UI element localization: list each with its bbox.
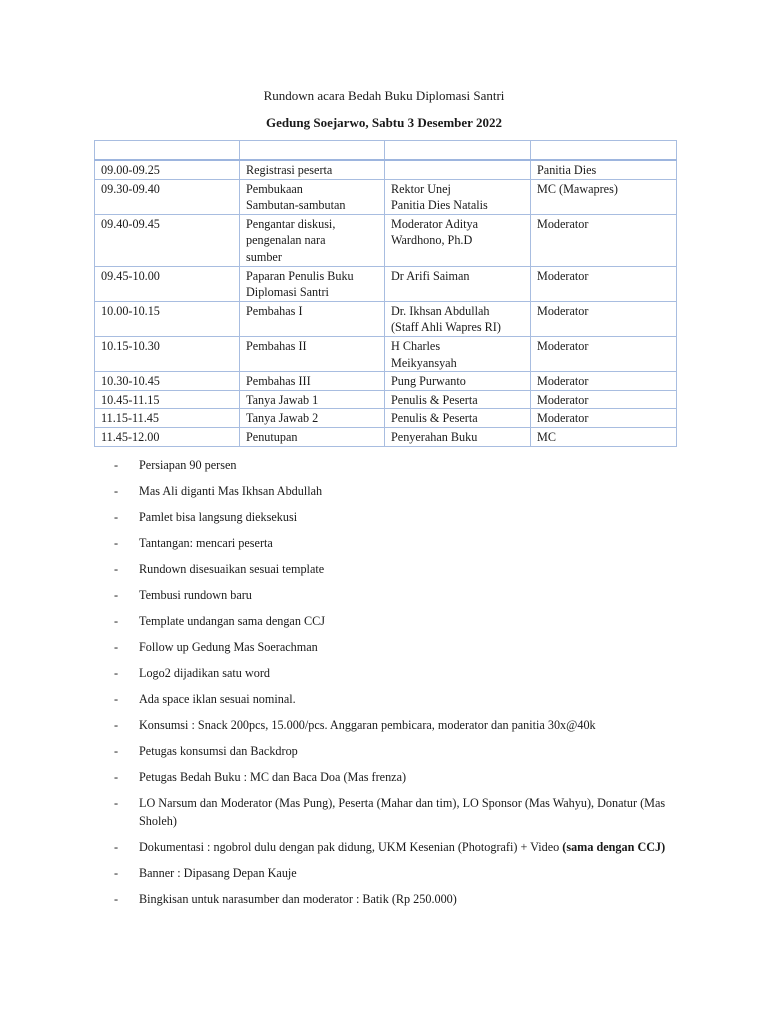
table-row: [95, 390, 677, 409]
note-text: Follow up Gedung Mas Soerachman: [139, 640, 318, 654]
time-cell: 09.30-09.40: [95, 179, 240, 214]
agenda-cell: Pembahas I: [240, 301, 385, 336]
pic-cell: Moderator: [531, 301, 677, 336]
note-text: Konsumsi : Snack 200pcs, 15.000/pcs. Anggaran pembicara, moderator dan panitia 30x@40k: [139, 718, 596, 732]
table-header-row: [95, 141, 677, 161]
list-item: [114, 891, 694, 909]
time-cell: 11.45-12.00: [95, 427, 240, 446]
list-item: [114, 457, 694, 475]
bullet-dash: -: [114, 891, 119, 906]
list-item: [114, 769, 694, 787]
bullet-dash: -: [114, 562, 119, 576]
list-item: [114, 717, 694, 735]
list-item: [114, 509, 694, 527]
list-item: [114, 639, 694, 657]
pic-cell: Moderator: [531, 409, 677, 428]
list-item: [114, 535, 694, 553]
speaker-cell: H Charles Meikyansyah: [385, 336, 531, 371]
speaker-cell: Moderator Aditya Wardhono, Ph.D: [385, 214, 531, 266]
list-item: [114, 665, 694, 683]
bullet-dash: -: [114, 458, 119, 472]
time-cell: 10.45-11.15: [95, 390, 240, 409]
bullet-dash: -: [114, 510, 119, 524]
speaker-cell: [385, 160, 531, 179]
bullet-dash: -: [114, 865, 119, 880]
note-text: Petugas Bedah Buku : MC dan Baca Doa (Mas frenza): [139, 770, 407, 784]
note-bold-text: (sama dengan CCJ): [562, 839, 666, 854]
note-text: Petugas konsumsi dan Backdrop: [139, 744, 298, 758]
list-item: [114, 795, 694, 830]
time-cell: 10.30-10.45: [95, 372, 240, 391]
time-cell: 11.15-11.45: [95, 409, 240, 428]
speaker-cell: Pung Purwanto: [385, 372, 531, 391]
table-row: [95, 214, 677, 266]
note-text: LO Narsum dan Moderator (Mas Pung), Peserta (Mahar dan tim), LO Sponsor (Mas Wahyu), Donatur (Mas Sholeh): [139, 796, 666, 828]
pic-cell: Moderator: [531, 214, 677, 266]
document-subtitle: Gedung Soejarwo, Sabtu 3 Desember 2022: [266, 115, 502, 130]
bullet-dash: -: [114, 692, 119, 706]
agenda-cell: Pengantar diskusi, pengenalan nara sumber: [240, 214, 385, 266]
note-text: Tembusi rundown baru: [139, 588, 252, 602]
time-cell: 09.00-09.25: [95, 160, 240, 179]
pic-cell: Moderator: [531, 336, 677, 371]
bullet-dash: -: [114, 484, 119, 498]
table-row: [95, 336, 677, 371]
agenda-cell: Pembahas II: [240, 336, 385, 371]
bullet-dash: -: [114, 796, 119, 810]
agenda-cell: Pembahas III: [240, 372, 385, 391]
time-cell: 10.00-10.15: [95, 301, 240, 336]
agenda-cell: Tanya Jawab 1: [240, 390, 385, 409]
table-row: [95, 266, 677, 301]
pic-cell: MC: [531, 427, 677, 446]
pic-cell: Moderator: [531, 266, 677, 301]
note-text: Mas Ali diganti Mas Ikhsan Abdullah: [139, 484, 323, 498]
note-text: Pamlet bisa langsung dieksekusi: [139, 510, 298, 524]
header-cell: [240, 141, 385, 161]
list-item: [114, 587, 694, 605]
speaker-cell: Dr. Ikhsan Abdullah (Staff Ahli Wapres RI): [385, 301, 531, 336]
time-cell: 09.45-10.00: [95, 266, 240, 301]
table-row: [95, 179, 677, 214]
pic-cell: Moderator: [531, 390, 677, 409]
header-cell: [95, 141, 240, 161]
list-item: [114, 691, 694, 709]
note-text: Tantangan: mencari peserta: [139, 536, 273, 550]
pic-cell: Panitia Dies: [531, 160, 677, 179]
table-row: [95, 372, 677, 391]
note-text: Logo2 dijadikan satu word: [139, 666, 270, 680]
pic-cell: Moderator: [531, 372, 677, 391]
list-item: [114, 839, 694, 857]
note-text: Ada space iklan sesuai nominal.: [139, 692, 296, 706]
list-item: [114, 743, 694, 761]
agenda-cell: Tanya Jawab 2: [240, 409, 385, 428]
list-item: [114, 865, 694, 883]
bullet-dash: -: [114, 666, 119, 680]
table-row: [95, 427, 677, 446]
note-text: Dokumentasi : ngobrol dulu dengan pak didung, UKM Kesenian (Photografi) + Video: [139, 839, 563, 854]
bullet-dash: -: [114, 744, 119, 758]
table-row: [95, 409, 677, 428]
bullet-dash: -: [114, 588, 119, 602]
bullet-dash: -: [114, 614, 119, 628]
agenda-cell: Pembukaan Sambutan-sambutan: [240, 179, 385, 214]
agenda-cell: Penutupan: [240, 427, 385, 446]
agenda-cell: Paparan Penulis Buku Diplomasi Santri: [240, 266, 385, 301]
pic-cell: MC (Mawapres): [531, 179, 677, 214]
bullet-dash: -: [114, 770, 119, 784]
note-text: Persiapan 90 persen: [139, 458, 237, 472]
rundown-table: [94, 140, 677, 447]
list-item: [114, 613, 694, 631]
note-text: Template undangan sama dengan CCJ: [139, 614, 325, 628]
note-text: Rundown disesuaikan sesuai template: [139, 562, 325, 576]
bullet-dash: -: [114, 640, 119, 654]
header-cell: [531, 141, 677, 161]
speaker-cell: Penyerahan Buku: [385, 427, 531, 446]
document-title: Rundown acara Bedah Buku Diplomasi Santri: [263, 88, 505, 103]
header-cell: [385, 141, 531, 161]
speaker-cell: Rektor Unej Panitia Dies Natalis: [385, 179, 531, 214]
speaker-cell: Dr Arifi Saiman: [385, 266, 531, 301]
list-item: [114, 561, 694, 579]
speaker-cell: Penulis & Peserta: [385, 390, 531, 409]
table-row: [95, 160, 677, 179]
speaker-cell: Penulis & Peserta: [385, 409, 531, 428]
bullet-dash: -: [114, 839, 119, 854]
note-text: Bingkisan untuk narasumber dan moderator : Batik (Rp 250.000): [139, 891, 457, 906]
bullet-dash: -: [114, 718, 119, 732]
time-cell: 09.40-09.45: [95, 214, 240, 266]
notes-list: [114, 457, 694, 917]
time-cell: 10.15-10.30: [95, 336, 240, 371]
bullet-dash: -: [114, 536, 119, 550]
list-item: [114, 483, 694, 501]
agenda-cell: Registrasi peserta: [240, 160, 385, 179]
table-row: [95, 301, 677, 336]
note-text: Banner : Dipasang Depan Kauje: [139, 865, 297, 880]
